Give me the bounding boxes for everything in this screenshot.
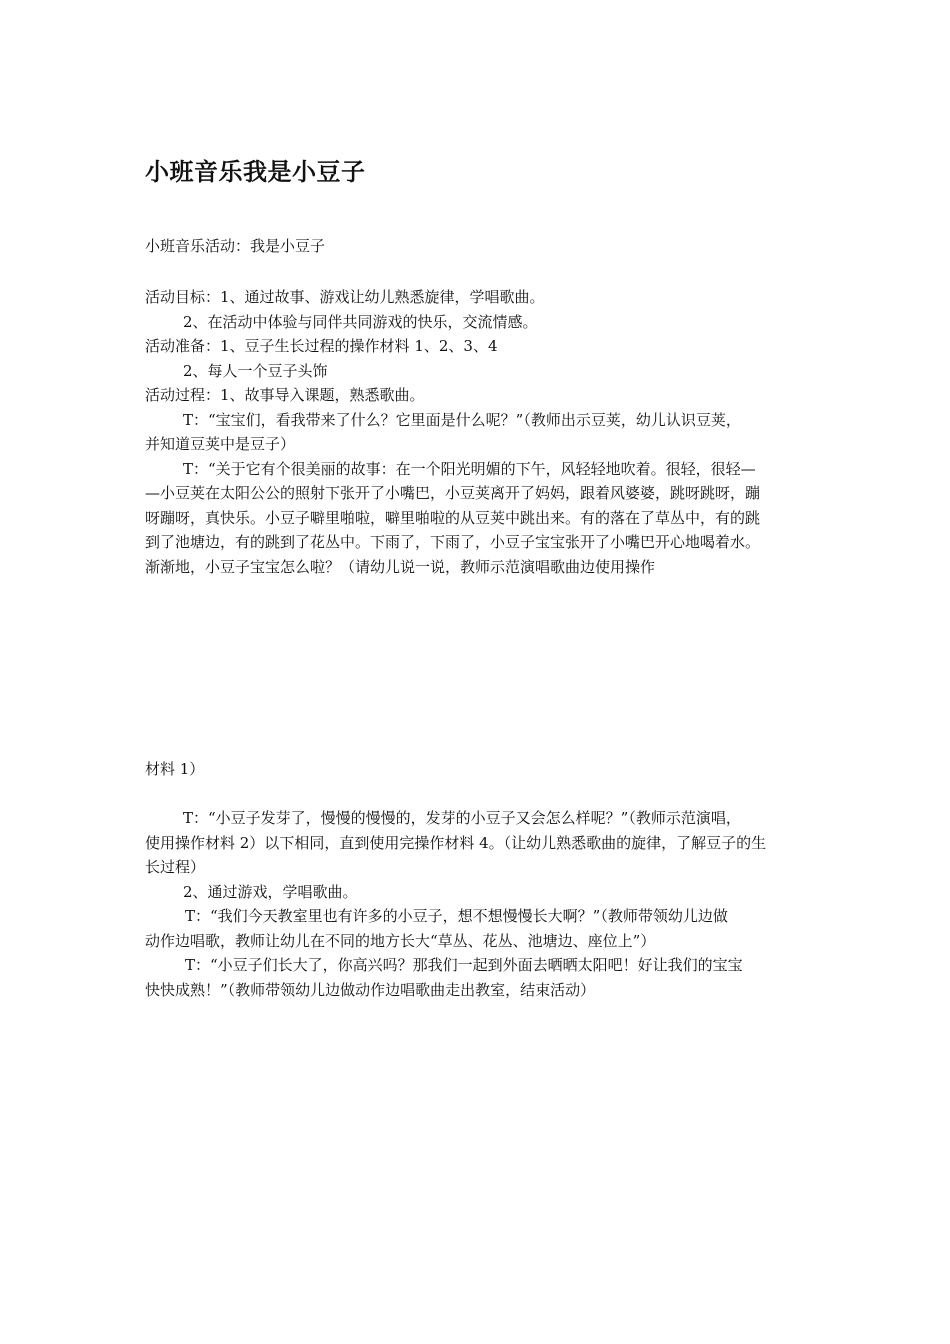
continuation-section <box>145 757 810 782</box>
teacher-line-4b: 动作边唱歌，教师让幼儿在不同的地方长大“草丛、花丛、池塘边、座位上”） <box>145 931 656 950</box>
material-continuation: 材料 1） <box>145 760 205 778</box>
teacher-line-3a: T：“小豆子发芽了，慢慢的慢慢的，发芽的小豆子又会怎么样呢？”（教师示范演唱， <box>183 809 741 827</box>
teacher-line-1b: 并知道豆荚中是豆子） <box>145 435 296 453</box>
activity-prep-2: 2、每人一个豆子头饰 <box>183 361 328 380</box>
teacher-line-1a: T：“宝宝们，看我带来了什么？它里面是什么呢？”（教师出示豆荚，幼儿认识豆荚， <box>183 410 741 429</box>
subtitle: 小班音乐活动：我是小豆子 <box>145 237 326 255</box>
teacher-line-2b: —小豆荚在太阳公公的照射下张开了小嘴巴，小豆荚离开了妈妈，跟着风婆婆，跳呀跳呀，蹦 <box>145 484 761 502</box>
activity-goal-1: 活动目标：1、通过故事、游戏让幼儿熟悉旋律，学唱歌曲。 <box>145 288 545 306</box>
teacher-line-5a: T：“小豆子们长大了，你高兴吗？那我们一起到外面去晒晒太阳吧！好让我们的宝宝 <box>185 956 743 974</box>
teacher-line-2a: T：“关于它有个很美丽的故事：在一个阳光明媚的下午，风轻轻地吹着。很轻，很轻— <box>183 459 756 478</box>
activity-section-1 <box>145 285 810 579</box>
teacher-line-3b: 使用操作材料 2）以下相同，直到使用完操作材料 4。（让幼儿熟悉歌曲的旋律，了解豆子的生 <box>145 833 767 852</box>
teacher-line-5b: 快快成熟！”（教师带领幼儿边做动作边唱歌曲走出教室，结束活动） <box>145 980 596 999</box>
activity-process-2: 2、通过游戏，学唱歌曲。 <box>183 882 358 901</box>
activity-prep-1: 活动准备：1、豆子生长过程的操作材料 1、2、3、4 <box>145 337 498 355</box>
activity-goal-2: 2、在活动中体验与同伴共同游戏的快乐，交流情感。 <box>183 312 538 331</box>
teacher-line-2e: 渐渐地，小豆子宝宝怎么啦？（请幼儿说一说，教师示范演唱歌曲边使用操作 <box>145 557 656 576</box>
activity-section-2 <box>145 806 810 1002</box>
teacher-line-4a: T：“我们今天教室里也有许多的小豆子，想不想慢慢长大啊？”（教师带领幼儿边做 <box>185 907 728 925</box>
teacher-line-2c: 呀蹦呀，真快乐。小豆子噼里啪啦，噼里啪啦的从豆荚中跳出来。有的落在了草丛中，有的跳 <box>145 508 761 527</box>
activity-process-1: 活动过程：1、故事导入课题，熟悉歌曲。 <box>145 386 425 404</box>
subtitle-section <box>145 234 810 259</box>
teacher-line-2d: 到了池塘边，有的跳到了花丛中。下雨了，下雨了，小豆子宝宝张开了小嘴巴开心地喝着水。 <box>145 533 761 551</box>
teacher-line-3c: 长过程） <box>145 858 206 876</box>
document-title: 小班音乐我是小豆子 <box>145 158 366 186</box>
